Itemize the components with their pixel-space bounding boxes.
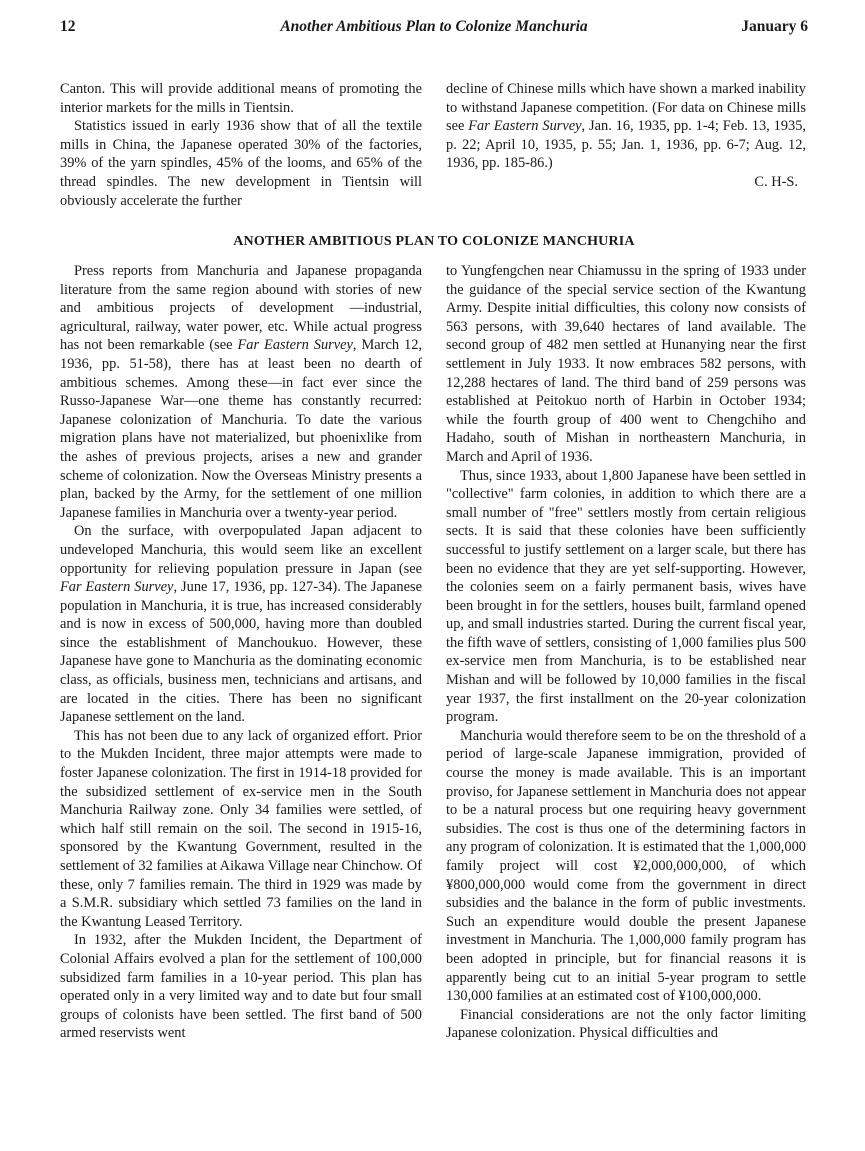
paragraph: This has not been due to any lack of organized effort. Prior to the Mukden Incident, three major attempts were made to foster Japanese colonization. The first in 1914-18 provided for the subsidized settlement of ex-service men in the South Manchuria Railway zone. Only 34 families were settled, of which half still remain on the soil. The second in 1915-16, sponsored by the Kwantung Government, resulted in the settlement of 32 families at Aikawa Village near Chinchow. Of these, only 7 families remain. The third in 1929 was made by a S.M.R. subsidiary which settled 73 families on the land in the Kwantung Leased Territory. <box>60 727 422 930</box>
paragraph: Statistics issued in early 1936 show that of all the textile mills in China, the Japanese operated 30% of the factories, 39% of the yarn spindles, 45% of the looms, and 65% of the thread spindles. The new development in Tientsin will obviously accelerate the further <box>60 118 422 209</box>
previous-article-left-column <box>60 80 422 210</box>
paragraph: Financial considerations are not the only factor limiting Japanese colonization. Physical difficulties and <box>446 1006 806 1042</box>
paragraph: Manchuria would therefore seem to be on the threshold of a period of large-scale Japanese immigration, provided of course the money is made available. This is an important proviso, for Japanese settlement in Manchuria does not appear to be a natural process but one requiring heavy government subsidies. The cost is thus one of the determining factors in any program of colonization. It is estimated that the 1,000,000 family project will cost ¥2,000,000,000, of which ¥800,000,000 would come from the government in direct subsidies and the balance in the form of public investments. Such an expenditure would double the present Japanese investment in Manchuria. The 1,000,000 family program has been adopted in principle, but for financial reasons it is apparently being cut to an initial 5-year program to settle 130,000 families at an estimated cost of ¥100,000,000. <box>446 727 806 1005</box>
article-title: ANOTHER AMBITIOUS PLAN TO COLONIZE MANCHURIA <box>233 234 635 249</box>
author-initials: C. H-S. <box>754 173 798 190</box>
paragraph: In 1932, after the Mukden Incident, the Department of Colonial Affairs evolved a plan for the settlement of 100,000 subsidized farm families in a 10-year period. This plan has operated only in a very limited way and to date but four small groups of colonists have been settled. The first band of 500 armed reservists went <box>60 932 422 1042</box>
previous-article-right-column <box>446 80 806 192</box>
running-title: Another Ambitious Plan to Colonize Manchuria <box>280 18 588 35</box>
paragraph: Press reports from Manchuria and Japanese propaganda literature from the same region abound with stories of new and ambitious projects of development —industrial, agricultural, railway, water power, etc. While actual progress has not been remarkable (see Far Eastern Survey, March 12, 1936, pp. 51-58), there has at least been no dearth of ambitious schemes. Among these—in fact ever since the Russo-Japanese War—one theme has constantly recurred: Japanese colonization of Manchuria. To date the various migration plans have not materialized, but phoenixlike from the ashes of previous projects, arises a new and grander scheme of colonization. Now the Overseas Ministry presents a plan, backed by the Army, for the settlement of one million Japanese families in Manchuria over a twenty-year period. <box>60 263 423 521</box>
journal-citation: Far Eastern Survey <box>60 579 174 596</box>
paragraph: to Yungfengchen near Chiamussu in the spring of 1933 under the guidance of the special service section of the Kwantung Army. Despite initial difficulties, this colony now consists of 563 persons, with 39,640 hectares of land available. The second group of 482 men settled at Hunanying near the first settlement in July 1933. It now embraces 582 persons, with 12,288 hectares of land. The third band of 259 persons was established at Peitokuo north of Harbin in October 1934; while the fourth group of 400 went to Chengchiho and Hadaho, south of Mishan in northeastern Manchuria, in March and April of 1936. <box>446 263 806 465</box>
paragraph: Thus, since 1933, about 1,800 Japanese have been settled in "collective" farm colonies, in addition to which there are a small number of "free" settlers mostly from certain religious sects. It is said that these colonies have been sufficiently successful to justify settlement on a larger scale, but there has been no evidence that they are yet self-supporting. However, the colonies seem on a fairly permanent basis, wives have been brought in for the settlers, houses built, farmland opened up, and small industries started. During the current fiscal year, the fifth wave of settlers, consisting of 1,000 families plus 500 ex-service men from Manchuria, is to be established near Mishan and will be followed by 10,000 families in the fiscal year 1937, the first installment on the 20-year colonization program. <box>446 467 806 726</box>
page-number: 12 <box>60 18 76 35</box>
article-right-column <box>446 262 806 1043</box>
paragraph: Canton. This will provide additional means of promoting the interior markets for the mills in Tientsin. <box>60 81 422 116</box>
paragraph: decline of Chinese mills which have shown a marked inability to withstand Japanese competition. (For data on Chinese mills see Far Eastern Survey, Jan. 16, 1935, pp. 1-4; Feb. 13, 1935, p. 22; April 10, 1935, p. 55; Jan. 1, 1936, pp. 6-7; Aug. 12, 1936, pp. 185-86.) <box>446 81 807 172</box>
running-header <box>60 18 808 40</box>
journal-citation: Far Eastern Survey <box>468 118 582 135</box>
article-left-column <box>60 262 422 1043</box>
paragraph: On the surface, with overpopulated Japan adjacent to undeveloped Manchuria, this would seem like an excellent opportunity for relieving population pressure in Japan (see Far Eastern Survey, June 17, 1936, pp. 127-34). The Japanese population in Manchuria, it is true, has increased considerably and is now in excess of 500,000, having more than doubled since the establishment of Manchoukuo. However, these Japanese have gone to Manchuria as the dominating economic class, as officials, business men, technicians and artisans, and are located in the cities. There has been no significant Japanese settlement on the land. <box>60 523 422 726</box>
issue-date: January 6 <box>741 18 808 35</box>
journal-citation: Far Eastern Survey <box>237 337 353 354</box>
